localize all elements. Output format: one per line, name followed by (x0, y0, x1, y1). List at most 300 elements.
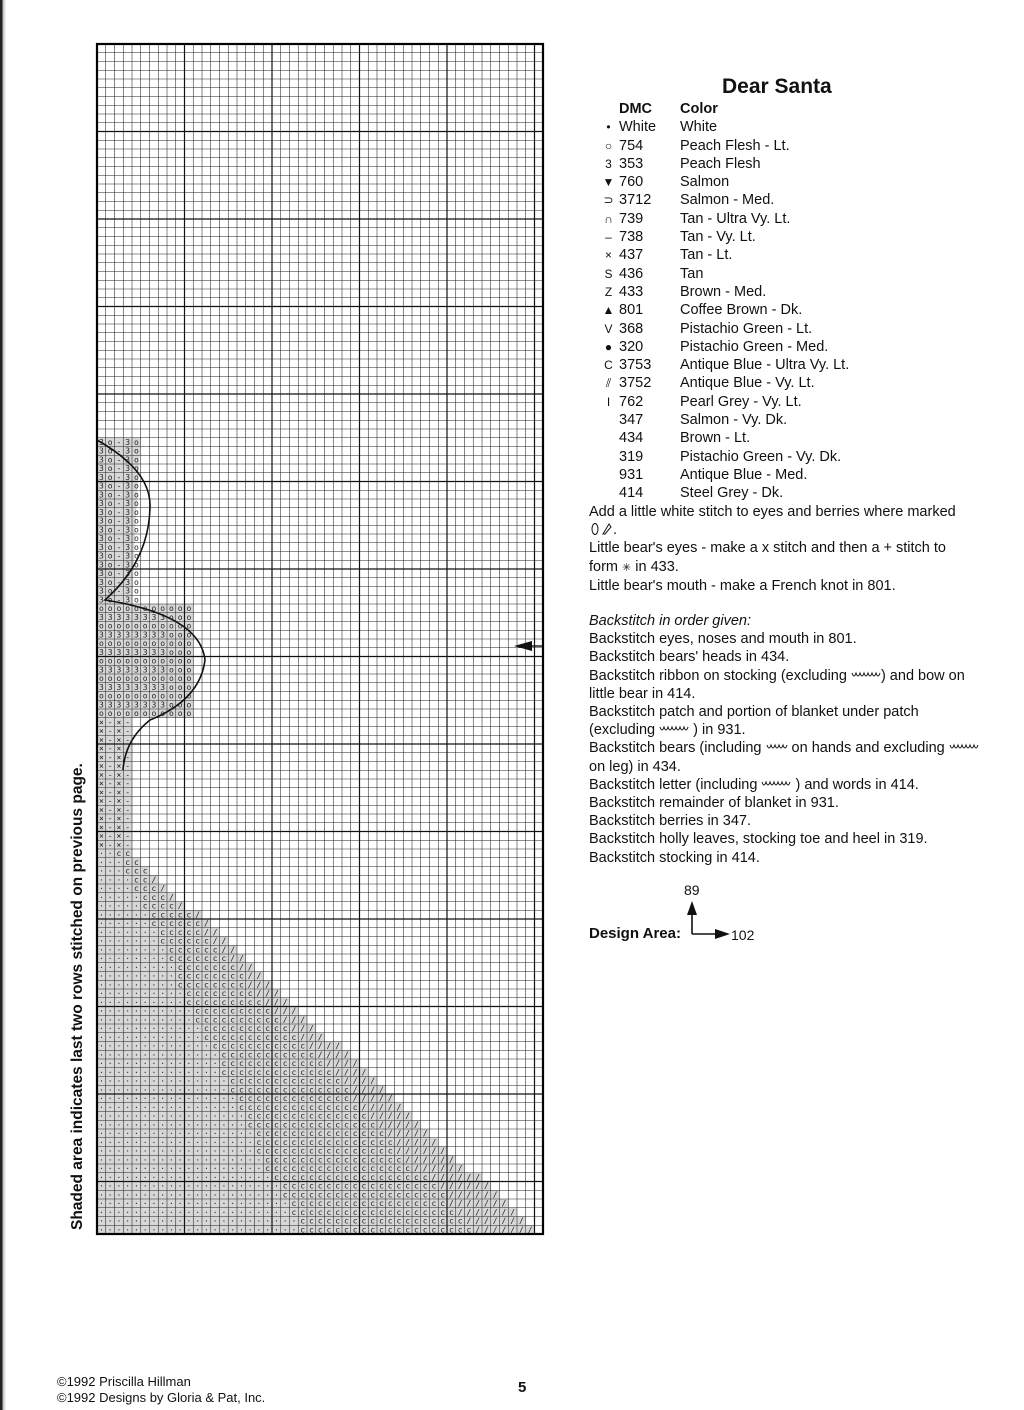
stitch-symbol: c (282, 1085, 288, 1095)
stitch-symbol: · (186, 1207, 192, 1217)
stitch-symbol: c (177, 962, 183, 972)
stitch-symbol: / (510, 1225, 516, 1235)
stitch-symbol: · (151, 936, 157, 946)
stitch-symbol: c (335, 1164, 341, 1174)
stitch-symbol: · (98, 849, 104, 859)
stitch-symbol: o (142, 691, 148, 701)
stitch-symbol: / (352, 1067, 358, 1077)
stitch-symbol: c (396, 1225, 402, 1235)
stitch-symbol: c (343, 1094, 349, 1104)
stitch-symbol: c (265, 1032, 271, 1042)
stitch-symbol: c (160, 919, 166, 929)
stitch-symbol: · (151, 945, 157, 955)
stitch-symbol: · (230, 1207, 236, 1217)
stitch-symbol: 3 (107, 612, 113, 622)
stitch-symbol: · (116, 1164, 122, 1174)
stitch-symbol: · (195, 1041, 201, 1051)
stitch-symbol: · (265, 1181, 271, 1191)
key-dmc-number: 739 (619, 210, 644, 227)
stitch-symbol: · (168, 1111, 174, 1121)
stitch-symbol: c (343, 1199, 349, 1209)
stitch-symbol: c (291, 1172, 297, 1182)
stitch-symbol: · (186, 1190, 192, 1200)
stitch-symbol: / (195, 910, 201, 920)
stitch-symbol: / (317, 1032, 323, 1042)
stitch-symbol: · (195, 1199, 201, 1209)
stitch-symbol: · (221, 1190, 227, 1200)
stitch-symbol: · (186, 1137, 192, 1147)
key-color-name: Peach Flesh - Lt. (680, 137, 790, 154)
stitch-symbol: o (133, 455, 139, 465)
stitch-symbol: c (378, 1129, 384, 1139)
stitch-symbol: o (125, 639, 131, 649)
stitch-symbol: · (151, 1207, 157, 1217)
key-dmc-number: 436 (619, 265, 644, 282)
stitch-symbol: · (265, 1216, 271, 1226)
key-symbol: × (604, 248, 612, 263)
stitch-symbol: · (133, 1172, 139, 1182)
stitch-symbol: c (273, 1032, 279, 1042)
stitch-symbol: / (335, 1059, 341, 1069)
stitch-symbol: · (151, 1041, 157, 1051)
stitch-symbol: / (335, 1050, 341, 1060)
stitch-symbol: 3 (125, 647, 131, 657)
stitch-symbol: c (265, 1067, 271, 1077)
stitch-symbol: · (133, 1032, 139, 1042)
stitch-symbol: c (326, 1146, 332, 1156)
stitch-symbol: 3 (125, 455, 131, 465)
stitch-symbol: c (273, 1111, 279, 1121)
stitch-symbol: / (448, 1181, 454, 1191)
stitch-symbol: 3 (98, 455, 104, 465)
stitch-symbol: · (142, 1006, 148, 1016)
backstitch-line-7: Backstitch remainder of blanket in 931. (589, 795, 839, 812)
stitch-symbol: o (133, 691, 139, 701)
stitch-symbol: o (107, 586, 113, 596)
stitch-symbol: · (142, 1199, 148, 1209)
stitch-symbol: · (107, 971, 113, 981)
stitch-symbol: o (107, 560, 113, 570)
stitch-symbol: · (151, 1102, 157, 1112)
stitch-symbol: · (98, 1050, 104, 1060)
stitch-symbol: c (195, 945, 201, 955)
stitch-symbol: c (230, 1041, 236, 1051)
stitch-symbol: · (177, 1164, 183, 1174)
stitch-symbol: c (256, 1102, 262, 1112)
key-row (598, 137, 849, 155)
backstitch-heading: Backstitch in order given: (589, 613, 751, 630)
key-row (598, 265, 849, 283)
stitch-symbol: c (387, 1199, 393, 1209)
stitch-symbol: c (238, 1067, 244, 1077)
stitch-symbol: · (133, 936, 139, 946)
stitch-symbol: · (203, 1181, 209, 1191)
stitch-symbol: · (133, 1085, 139, 1095)
stitch-symbol: o (160, 656, 166, 666)
key-dmc-number: 760 (619, 174, 644, 191)
stitch-symbol: 3 (151, 612, 157, 622)
stitch-symbol: / (300, 1032, 306, 1042)
stitch-symbol: · (133, 1190, 139, 1200)
stitch-symbol: o (133, 577, 139, 587)
stitch-symbol: o (107, 674, 113, 684)
stitch-symbol: c (448, 1207, 454, 1217)
stitch-symbol: c (361, 1155, 367, 1165)
stitch-symbol: - (107, 744, 113, 754)
stitch-symbol: c (195, 962, 201, 972)
stitch-symbol: c (326, 1190, 332, 1200)
stitch-symbol: · (116, 1137, 122, 1147)
stitch-symbol: c (335, 1190, 341, 1200)
stitch-symbol: · (142, 1155, 148, 1165)
key-dmc-number: 754 (619, 137, 644, 154)
stitch-symbol: · (107, 1137, 113, 1147)
stitch-symbol: · (142, 1032, 148, 1042)
stitch-symbol: - (125, 840, 131, 850)
stitch-symbol: c (317, 1164, 323, 1174)
stitch-symbol: · (116, 1059, 122, 1069)
stitch-symbol: - (116, 490, 122, 500)
stitch-symbol: o (98, 674, 104, 684)
stitch-symbol: · (177, 1059, 183, 1069)
stitch-symbol: c (186, 936, 192, 946)
stitch-symbol: 3 (98, 551, 104, 561)
stitch-symbol: c (361, 1190, 367, 1200)
stitch-symbol: c (273, 1164, 279, 1174)
stitch-symbol: 3 (98, 682, 104, 692)
stitch-symbol: · (151, 1085, 157, 1095)
stitch-symbol: c (282, 1155, 288, 1165)
stitch-notes (589, 503, 979, 867)
stitch-symbol: · (125, 1015, 131, 1025)
stitch-symbol: · (142, 997, 148, 1007)
stitch-symbol: o (116, 604, 122, 614)
stitch-symbol: · (142, 1085, 148, 1095)
stitch-symbol: · (125, 1137, 131, 1147)
stitch-symbol: / (343, 1050, 349, 1060)
stitch-symbol: · (116, 1190, 122, 1200)
stitch-symbol: c (247, 1006, 253, 1016)
stitch-symbol: - (116, 577, 122, 587)
stitch-symbol: · (186, 1102, 192, 1112)
stitch-symbol: 3 (98, 665, 104, 675)
stitch-symbol: × (98, 735, 104, 745)
stitch-symbol: · (238, 1137, 244, 1147)
stitch-symbol: 3 (160, 647, 166, 657)
stitch-symbol: · (195, 1059, 201, 1069)
stitch-symbol: / (335, 1041, 341, 1051)
key-dmc-number: 437 (619, 247, 644, 264)
stitch-symbol: · (116, 936, 122, 946)
stitch-symbol: / (440, 1181, 446, 1191)
stitch-symbol: · (98, 1137, 104, 1147)
stitch-symbol: / (405, 1120, 411, 1130)
stitch-symbol: · (151, 1190, 157, 1200)
stitch-symbol: c (300, 1225, 306, 1235)
stitch-symbol: · (151, 1181, 157, 1191)
stitch-symbol: o (107, 472, 113, 482)
stitch-symbol: o (107, 455, 113, 465)
stitch-symbol: c (273, 1067, 279, 1077)
stitch-symbol: · (230, 1137, 236, 1147)
stitch-symbol: · (168, 1041, 174, 1051)
stitch-symbol: / (422, 1164, 428, 1174)
backstitch-line-9: Backstitch holly leaves, stocking toe and heel in 319. (589, 831, 928, 848)
stitch-symbol: c (238, 1094, 244, 1104)
stitch-symbol: c (177, 919, 183, 929)
stitch-symbol: · (142, 1172, 148, 1182)
stitch-symbol: c (335, 1102, 341, 1112)
stitch-symbol: o (177, 604, 183, 614)
backstitch-line-4: Backstitch patch and portion of blanket under patch (excluding ) in 931. (589, 704, 919, 739)
stitch-symbol: · (133, 1006, 139, 1016)
stitch-symbol: c (247, 1111, 253, 1121)
stitch-symbol: · (160, 954, 166, 964)
stitch-symbol: · (116, 1120, 122, 1130)
stitch-symbol: · (160, 980, 166, 990)
stitch-symbol: · (160, 1207, 166, 1217)
stitch-symbol: o (168, 700, 174, 710)
stitch-symbol: · (133, 1129, 139, 1139)
stitch-symbol: · (212, 1216, 218, 1226)
stitch-symbol: / (466, 1172, 472, 1182)
stitch-symbol: · (212, 1181, 218, 1191)
stitch-symbol: c (273, 1172, 279, 1182)
stitch-symbol: o (116, 691, 122, 701)
stitch-symbol: o (107, 569, 113, 579)
stitch-symbol: · (133, 1094, 139, 1104)
stitch-symbol: × (116, 717, 122, 727)
stitch-symbol: - (116, 446, 122, 456)
stitch-symbol: o (107, 656, 113, 666)
stitch-symbol: - (125, 787, 131, 797)
stitch-symbol: c (203, 1015, 209, 1025)
stitch-symbol: · (221, 1085, 227, 1095)
stitch-symbol: c (448, 1225, 454, 1235)
stitch-symbol: × (116, 840, 122, 850)
stitch-symbol: 3 (133, 647, 139, 657)
stitch-symbol: o (133, 472, 139, 482)
stitch-symbol: · (107, 1146, 113, 1156)
stitch-symbol: c (413, 1216, 419, 1226)
stitch-symbol: · (168, 1207, 174, 1217)
stitch-symbol: - (116, 464, 122, 474)
stitch-symbol: / (492, 1225, 498, 1235)
stitch-symbol: · (125, 1129, 131, 1139)
stitch-symbol: · (98, 980, 104, 990)
stitch-symbol: · (221, 1225, 227, 1235)
stitch-symbol: · (256, 1199, 262, 1209)
stitch-symbol: c (247, 1015, 253, 1025)
stitch-symbol: · (186, 1024, 192, 1034)
stitch-symbol: 3 (98, 499, 104, 509)
stitch-symbol: · (142, 1024, 148, 1034)
stitch-symbol: c (300, 1111, 306, 1121)
stitch-symbol: · (151, 971, 157, 981)
stitch-symbol: · (160, 1129, 166, 1139)
stitch-symbol: · (186, 1120, 192, 1130)
stitch-symbol: c (308, 1199, 314, 1209)
stitch-symbol: c (238, 1076, 244, 1086)
stitch-symbol: / (527, 1225, 533, 1235)
stitch-symbol: · (107, 910, 113, 920)
stitch-symbol: · (247, 1172, 253, 1182)
stitch-symbol: · (168, 1006, 174, 1016)
stitch-symbol: / (396, 1129, 402, 1139)
stitch-symbol: / (387, 1111, 393, 1121)
stitch-symbol: · (125, 1111, 131, 1121)
stitch-symbol: c (308, 1146, 314, 1156)
stitch-symbol: · (195, 1172, 201, 1182)
stitch-symbol: c (195, 919, 201, 929)
stitch-symbol: · (247, 1190, 253, 1200)
stitch-symbol: c (422, 1172, 428, 1182)
stitch-symbol: c (317, 1181, 323, 1191)
stitch-symbol: c (186, 927, 192, 937)
stitch-symbol: · (107, 1181, 113, 1191)
key-symbol: – (605, 230, 612, 245)
stitch-symbol: c (186, 910, 192, 920)
stitch-symbol: c (317, 1207, 323, 1217)
stitch-symbol: × (98, 770, 104, 780)
stitch-symbol: o (142, 656, 148, 666)
key-row (598, 246, 849, 264)
stitch-symbol: · (107, 1164, 113, 1174)
key-dmc-number: 762 (619, 393, 644, 410)
stitch-symbol: × (98, 717, 104, 727)
stitch-symbol: / (413, 1146, 419, 1156)
stitch-symbol: · (230, 1102, 236, 1112)
stitch-symbol: c (238, 1006, 244, 1016)
stitch-symbol: · (168, 1050, 174, 1060)
key-dmc-number: 3752 (619, 375, 652, 392)
stitch-symbol: 3 (133, 682, 139, 692)
stitch-symbol: o (142, 604, 148, 614)
stitch-symbol: - (116, 499, 122, 509)
stitch-symbol: c (203, 997, 209, 1007)
stitch-symbol: · (168, 980, 174, 990)
stitch-symbol: c (300, 1102, 306, 1112)
stitch-symbol: 3 (98, 437, 104, 447)
stitch-symbol: c (396, 1164, 402, 1174)
stitch-symbol: 3 (125, 542, 131, 552)
stitch-symbol: · (203, 1102, 209, 1112)
stitch-symbol: · (177, 1146, 183, 1156)
stitch-symbol: / (448, 1199, 454, 1209)
stitch-symbol: · (203, 1172, 209, 1182)
stitch-symbol: c (282, 1172, 288, 1182)
stitch-symbol: · (256, 1164, 262, 1174)
stitch-symbol: c (308, 1094, 314, 1104)
stitch-symbol: · (151, 1006, 157, 1016)
stitch-symbol: · (98, 997, 104, 1007)
stitch-symbol: o (133, 525, 139, 535)
stitch-symbol: c (265, 1094, 271, 1104)
stitch-symbol: o (177, 700, 183, 710)
stitch-symbol: c (431, 1216, 437, 1226)
copyright-footer (57, 1374, 265, 1406)
stitch-symbol: · (151, 962, 157, 972)
stitch-symbol: · (133, 1181, 139, 1191)
stitch-symbol: · (160, 1225, 166, 1235)
stitch-symbol: o (107, 709, 113, 719)
key-color-name: Salmon (680, 174, 730, 191)
stitch-symbol: c (151, 884, 157, 894)
stitch-symbol: c (300, 1181, 306, 1191)
stitch-symbol: · (151, 1216, 157, 1226)
stitch-symbol: c (195, 989, 201, 999)
stitch-symbol: c (396, 1199, 402, 1209)
stitch-symbol: / (370, 1076, 376, 1086)
stitch-symbol: c (317, 1059, 323, 1069)
stitch-symbol: / (265, 989, 271, 999)
stitch-symbol: c (168, 901, 174, 911)
stitch-symbol: c (370, 1181, 376, 1191)
stitch-symbol: c (317, 1155, 323, 1165)
stitch-symbol: c (125, 857, 131, 867)
stitch-symbol: c (238, 1015, 244, 1025)
stitch-symbol: c (335, 1199, 341, 1209)
stitch-symbol: · (265, 1207, 271, 1217)
design-title: Dear Santa (722, 75, 832, 98)
copyright-line-1: ©1992 Priscilla Hillman (57, 1374, 191, 1389)
stitch-symbol: c (335, 1129, 341, 1139)
key-row (598, 191, 849, 209)
stitch-symbol: c (273, 1076, 279, 1086)
stitch-symbol: · (151, 1137, 157, 1147)
stitch-symbol: 3 (107, 665, 113, 675)
stitch-symbol: o (186, 674, 192, 684)
stitch-symbol: c (317, 1111, 323, 1121)
stitch-symbol: · (116, 1111, 122, 1121)
stitch-symbol: · (186, 1172, 192, 1182)
stitch-symbol: / (475, 1207, 481, 1217)
stitch-symbol: · (107, 997, 113, 1007)
key-row (598, 466, 849, 484)
stitch-symbol: · (98, 901, 104, 911)
stitch-symbol: · (186, 1111, 192, 1121)
stitch-symbol: · (133, 962, 139, 972)
stitch-symbol: - (107, 831, 113, 841)
stitch-symbol: · (116, 1216, 122, 1226)
stitch-symbol: · (221, 1207, 227, 1217)
key-dmc-number: 931 (619, 466, 644, 483)
stitch-symbol: · (107, 884, 113, 894)
stitch-symbol: · (177, 1094, 183, 1104)
stitch-symbol: 3 (125, 630, 131, 640)
stitch-symbol: c (335, 1181, 341, 1191)
stitch-symbol: c (168, 919, 174, 929)
stitch-symbol: · (177, 1137, 183, 1147)
stitch-symbol: · (133, 892, 139, 902)
stitch-symbol: c (343, 1085, 349, 1095)
stitch-symbol: · (160, 1181, 166, 1191)
note-mouth: Little bear's mouth - make a French knot in 801. (589, 577, 896, 594)
stitch-symbol: / (413, 1120, 419, 1130)
stitch-symbol: c (238, 980, 244, 990)
stitch-symbol: o (98, 604, 104, 614)
stitch-symbol: · (186, 1181, 192, 1191)
stitch-symbol: · (107, 936, 113, 946)
stitch-symbol: c (256, 1024, 262, 1034)
stitch-symbol: c (431, 1225, 437, 1235)
stitch-symbol: - (125, 770, 131, 780)
stitch-symbol: c (116, 849, 122, 859)
stitch-symbol: c (352, 1102, 358, 1112)
stitch-symbol: c (343, 1190, 349, 1200)
stitch-symbol: c (422, 1181, 428, 1191)
stitch-symbol: c (317, 1216, 323, 1226)
